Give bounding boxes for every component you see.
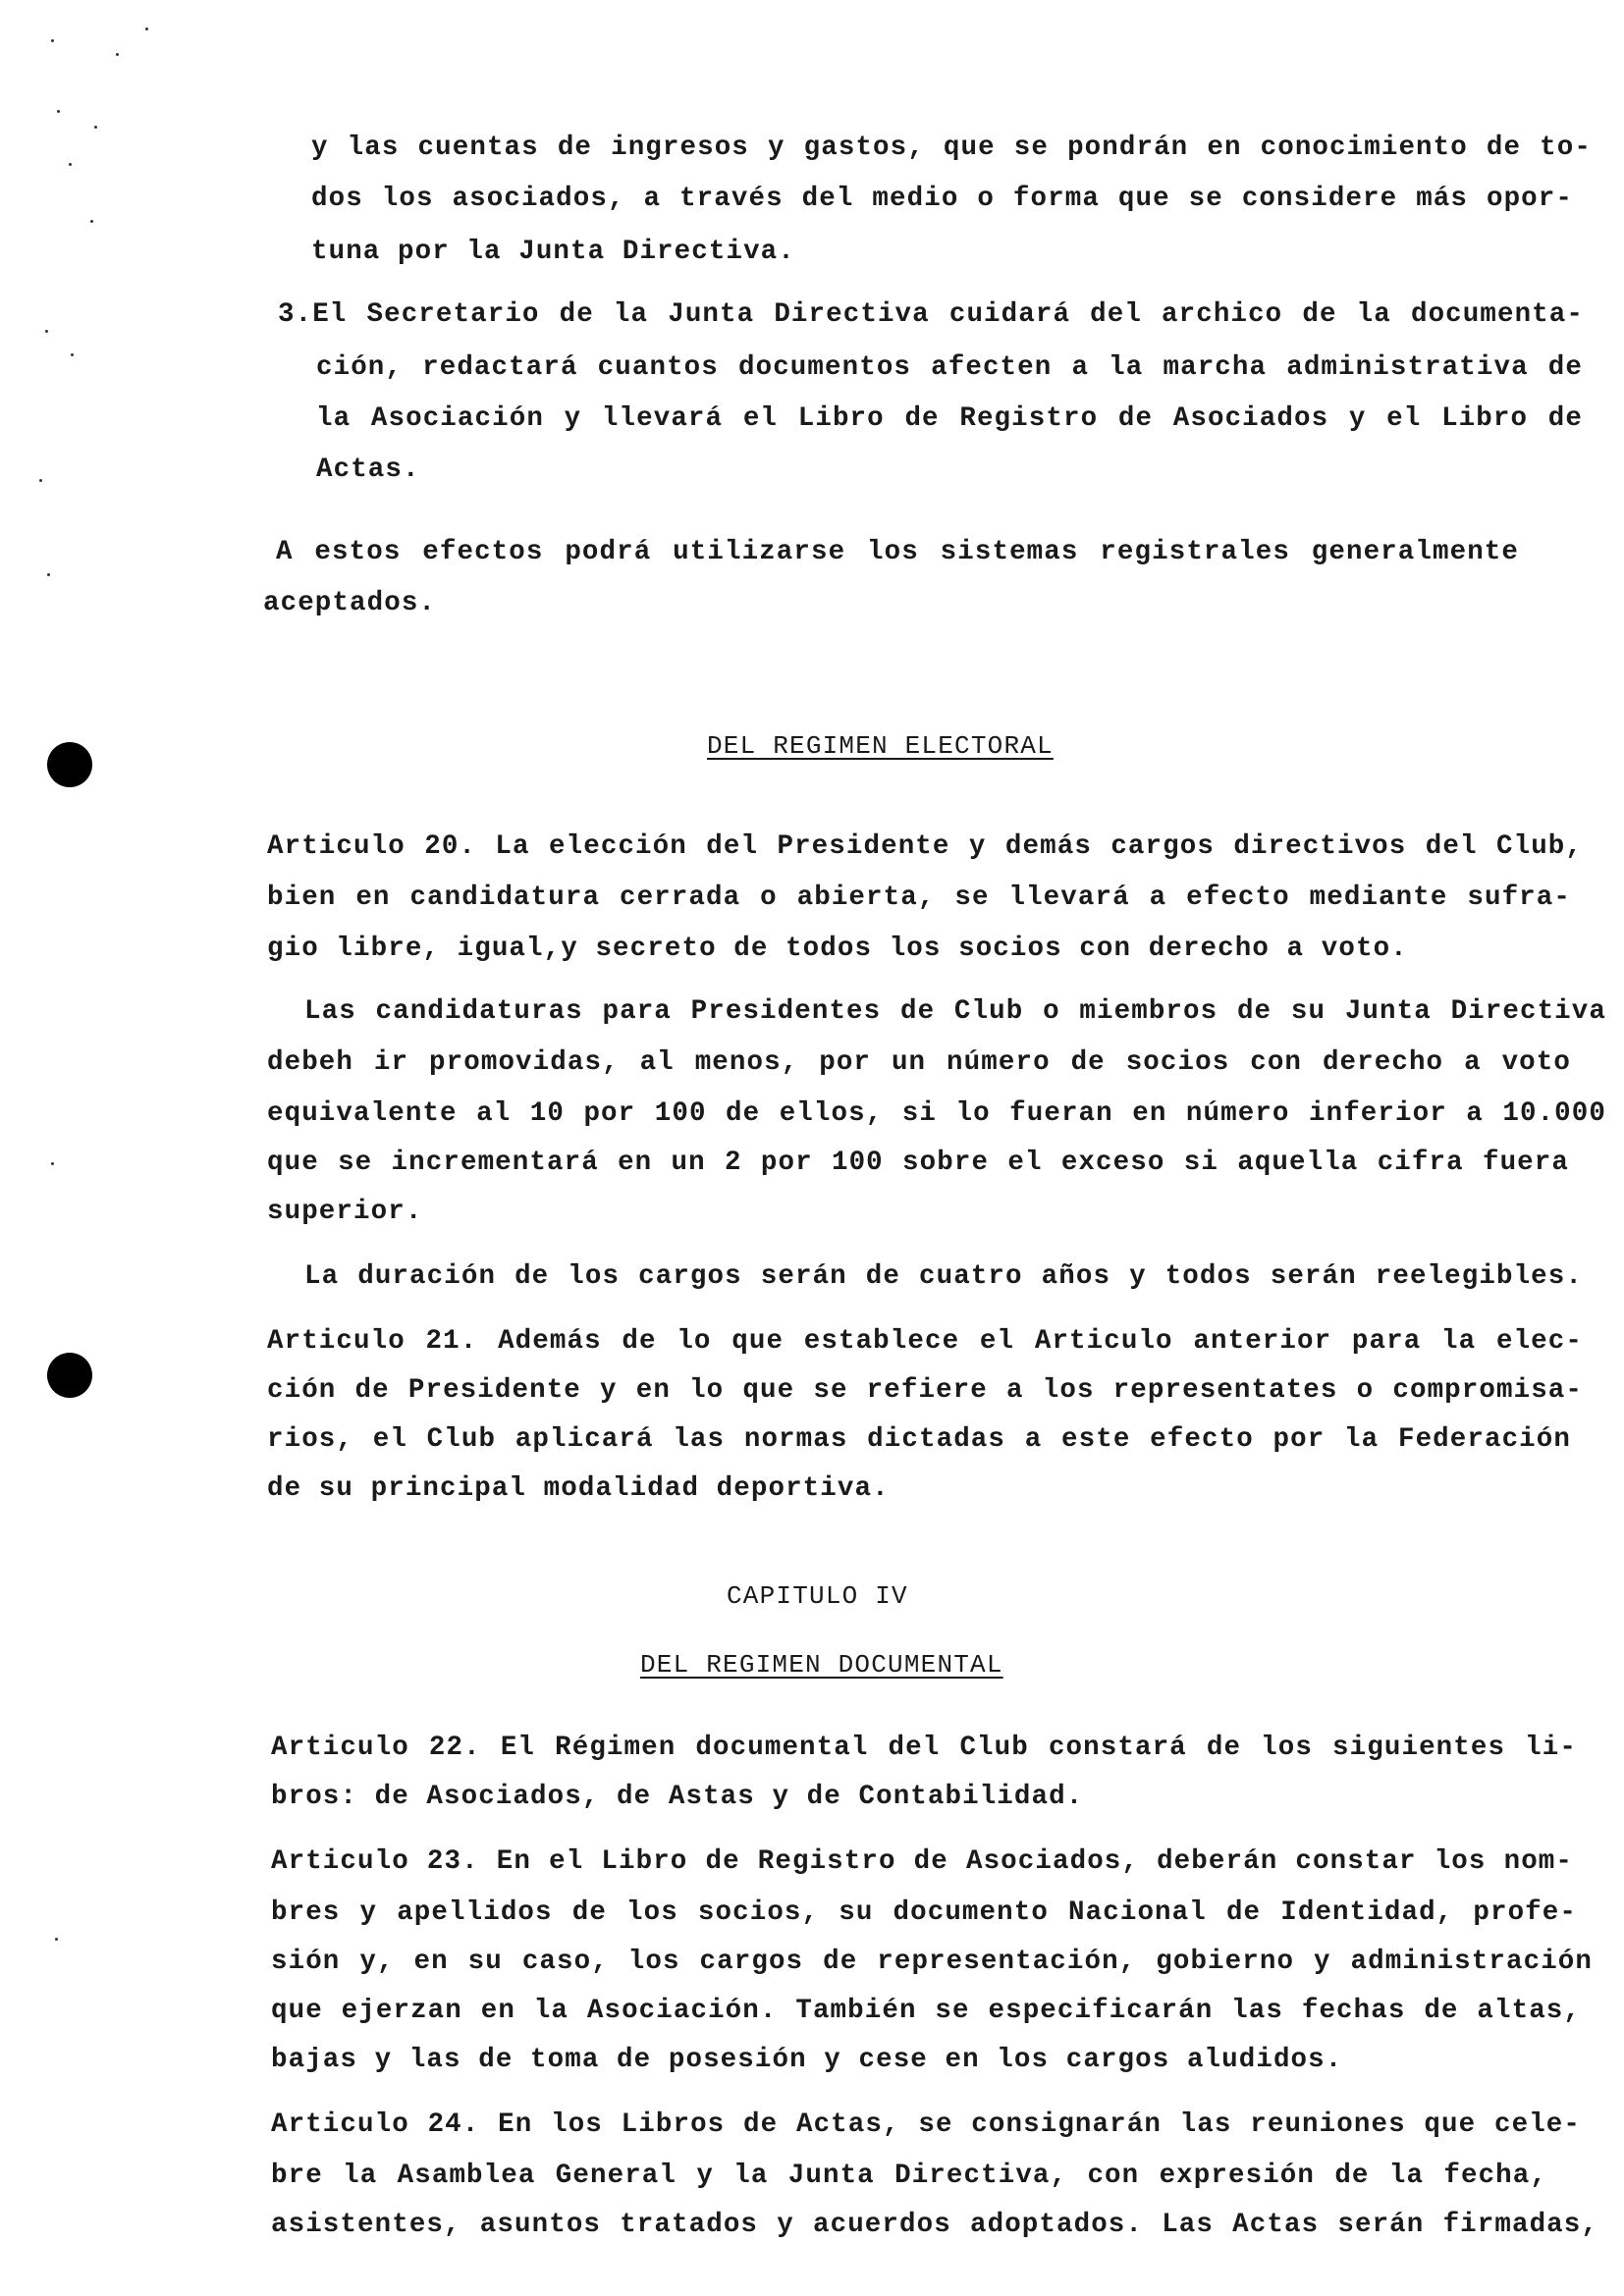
punch-hole [47,1353,92,1398]
text-line: bre la Asamblea General y la Junta Directiva, con expresión de la fecha, [271,2161,1547,2191]
chapter-heading: CAPITULO IV [727,1581,908,1611]
scan-speck [94,126,97,129]
text-line: La duración de los cargos serán de cuatro años y todos serán reelegibles. [304,1261,1583,1292]
scan-speck [71,353,74,356]
text-line: bajas y las de toma de posesión y cese en los cargos aludidos. [271,2045,1343,2075]
text-line: que ejerzan en la Asociación. También se especificarán las fechas de altas, [271,1996,1581,2026]
text-line: Las candidaturas para Presidentes de Club o miembros de su Junta Directiva [304,996,1606,1027]
text-line: bros: de Asociados, de Astas y de Contabilidad. [271,1782,1084,1812]
text-line: bres y apellidos de los socios, su documento Nacional de Identidad, profe- [271,1897,1577,1928]
text-line: tuna por la Junta Directiva. [311,237,795,267]
text-line: la Asociación y llevará el Libro de Registro de Asociados y el Libro de [316,403,1583,434]
text-line: Articulo 20. La elección del Presidente y demás cargos directivos del Club, [267,831,1583,862]
text-line: equivalente al 10 por 100 de ellos, si lo fueran en número inferior a 10.000 [267,1098,1606,1129]
text-line: debeh ir promovidas, al menos, por un número de socios con derecho a voto [267,1047,1571,1078]
text-line: A estos efectos podrá utilizarse los sistemas registrales generalmente [276,537,1519,567]
text-line: de su principal modalidad deportiva. [267,1473,890,1504]
text-line: ción, redactará cuantos documentos afecten a la marcha administrativa de [316,352,1583,383]
scan-speck [116,53,119,56]
section-heading-electoral: DEL REGIMEN ELECTORAL [707,731,1054,761]
scan-speck [39,479,42,482]
text-line: y las cuentas de ingresos y gastos, que se pondrán en conocimiento de to- [311,133,1592,163]
punch-hole [47,742,92,787]
text-line: Articulo 23. En el Libro de Registro de Asociados, deberán constar los nom- [271,1846,1573,1877]
text-line: bien en candidatura cerrada o abierta, se llevará a efecto mediante sufra- [267,882,1571,913]
scan-speck [145,27,148,30]
text-line: rios, el Club aplicará las normas dictadas a este efecto por la Federación [267,1424,1571,1455]
section-heading-documental: DEL REGIMEN DOCUMENTAL [640,1650,1003,1680]
scan-speck [69,163,72,166]
text-line: Articulo 22. El Régimen documental del Club constará de los siguientes li- [271,1733,1577,1763]
scan-speck [51,39,54,42]
scan-speck [57,110,60,113]
text-line: ción de Presidente y en lo que se refiere a los representates o compromisa- [267,1375,1583,1406]
text-line: sión y, en su caso, los cargos de representación, gobierno y administración [271,1947,1593,1977]
scan-speck [55,1938,58,1941]
text-line: que se incrementará en un 2 por 100 sobre el exceso si aquella cifra fuera [267,1148,1569,1178]
text-line: 3.El Secretario de la Junta Directiva cuidará del archico de la documenta- [278,299,1584,330]
scan-speck [47,573,50,576]
text-line: aceptados. [263,588,437,618]
text-line: asistentes, asuntos tratados y acuerdos adoptados. Las Actas serán firmadas, [271,2210,1598,2240]
text-line: gio libre, igual,y secreto de todos los socios con derecho a voto. [267,934,1408,964]
scan-speck [90,220,93,223]
text-line: Articulo 21. Además de lo que establece el Articulo anterior para la elec- [267,1326,1583,1357]
scan-speck [51,1162,54,1165]
scan-speck [45,330,48,333]
text-line: Actas. [316,454,420,485]
text-line: dos los asociados, a través del medio o forma que se considere más opor- [311,184,1573,214]
text-line: Articulo 24. En los Libros de Actas, se consignarán las reuniones que cele- [271,2109,1581,2140]
text-line: superior. [267,1197,423,1227]
